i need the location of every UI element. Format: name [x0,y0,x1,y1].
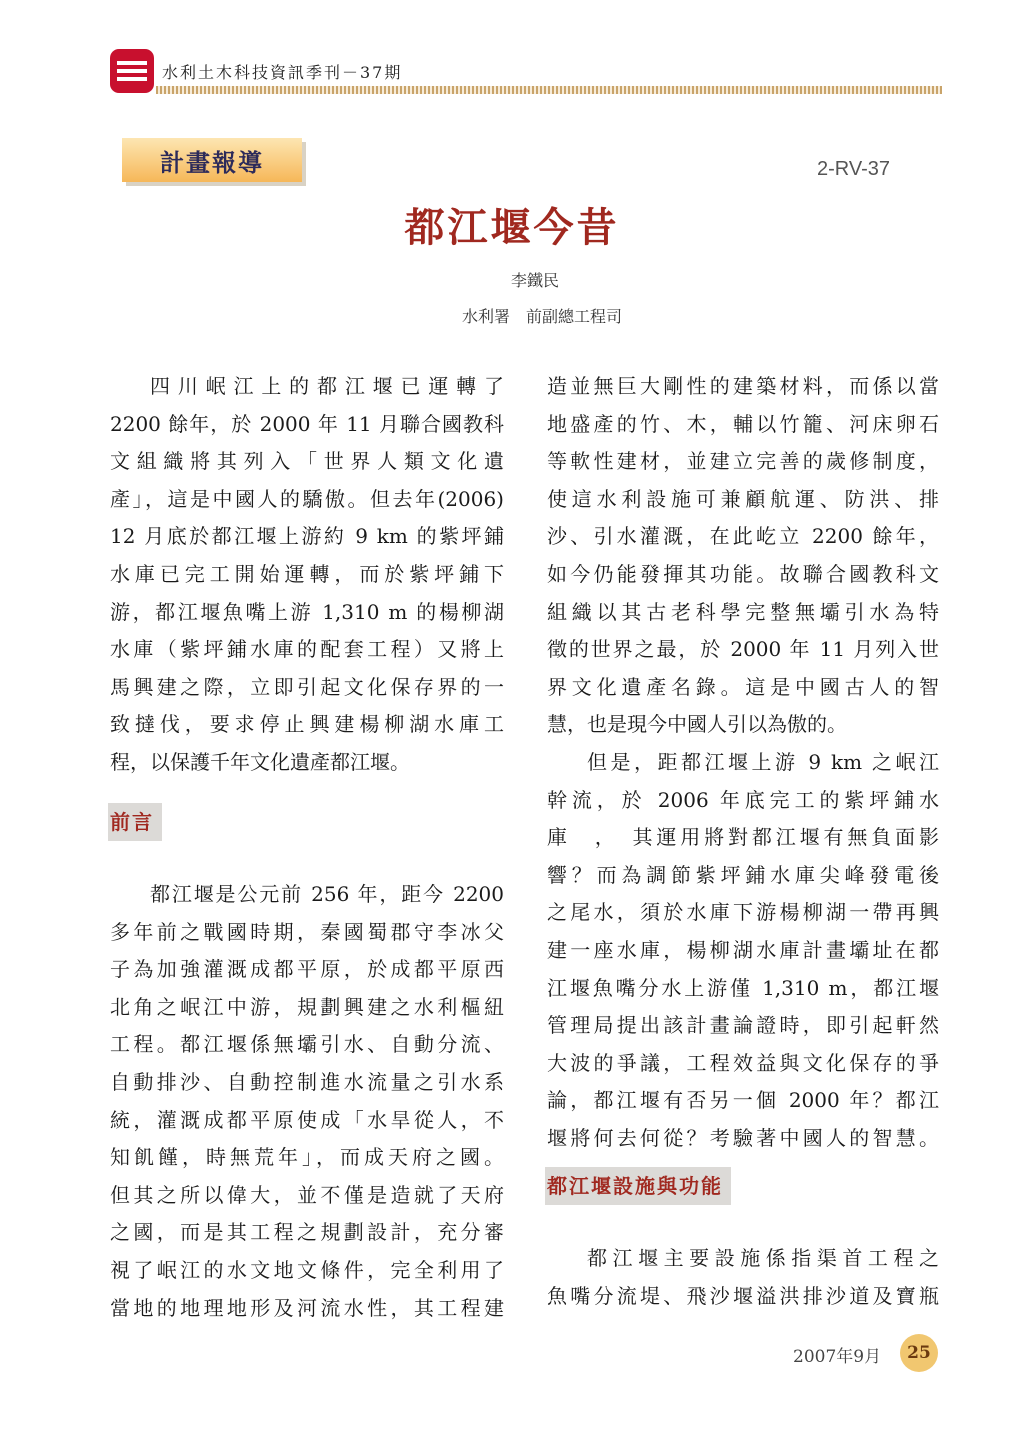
text-line: 庫 ， 其運用將對都江堰有無負面影 [547,825,939,850]
text-line: 但其之所以偉大，並不僅是造就了天府 [110,1182,504,1207]
text-line: 界文化遺產名錄。這是中國古人的智 [547,674,939,699]
text-line: 知飢饉，時無荒年」，而成天府之國。 [110,1145,504,1170]
text-line: 建一座水庫，楊柳湖水庫計畫壩址在都 [547,937,939,962]
issue-date: 2007年9月 [793,1347,882,1367]
text-line: 自動排沙、自動控制進水流量之引水系 [110,1069,504,1094]
text-line: 沙、引水灌溉，在此屹立 2200 餘年， [547,524,939,549]
text-line: 四川岷江上的都江堰已運轉了 [150,374,504,398]
text-line: 視了岷江的水文地文條件，完全利用了 [110,1257,504,1282]
text-line: 魚嘴分流堤、飛沙堰溢洪排沙道及寶瓶 [547,1283,939,1308]
text-line: 組織以其古老科學完整無壩引水為特 [547,599,939,624]
text-line: 之尾水，須於水庫下游楊柳湖一帶再興 [547,900,939,925]
text-line: 論，都江堰有否另一個 2000 年？都江 [547,1088,939,1113]
text-line: 北角之岷江中游，規劃興建之水利樞紐 [110,994,504,1019]
text-line: 但是，距都江堰上游 9 km 之岷江 [587,750,939,774]
text-line: 響？而為調節紫坪鋪水庫尖峰發電後 [547,862,939,887]
text-line: 江堰魚嘴分水上游僅 1,310 m，都江堰 [547,975,939,1000]
heading-preface: 前言 [108,803,162,841]
text-line: 水庫已完工開始運轉，而於紫坪鋪下 [110,561,504,586]
text-line: 水庫（紫坪鋪水庫的配套工程）又將上 [110,637,504,662]
text-line: 致撻伐，要求停止興建楊柳湖水庫工 [110,712,504,737]
text-line: 工程。都江堰係無壩引水、自動分流、 [110,1032,504,1057]
text-line: 12 月底於都江堰上游約 9 km 的紫坪鋪 [110,524,504,549]
text-line: 等軟性建材，並建立完善的歲修制度， [547,449,939,474]
page-number: 25 [900,1334,938,1372]
text-line: 當地的地理地形及河流水性，其工程建 [110,1295,504,1320]
text-line: 產」，這是中國人的驕傲。但去年(2006) [110,486,504,511]
text-line: 地盛產的竹、木，輔以竹籠、河床卵石 [547,411,939,436]
text-line: 如今仍能發揮其功能。故聯合國教科文 [547,561,939,586]
paragraph-materials [547,368,939,744]
heading-facilities: 都江堰設施與功能 [545,1167,731,1205]
author-affiliation: 水利署 前副總工程司 [461,307,622,326]
journal-logo-icon [110,49,154,93]
preface-paragraph [110,876,504,1327]
text-line: 游，都江堰魚嘴上游 1,310 m 的楊柳湖 [110,599,504,624]
header-rule [156,86,942,94]
text-line: 慧，也是現今中國人引以為傲的。 [547,712,847,737]
text-line: 都江堰主要設施係指渠首工程之 [587,1246,939,1270]
text-line: 文組織將其列入「世界人類文化遺 [110,449,504,474]
text-line: 程，以保護千年文化遺產都江堰。 [110,749,410,774]
text-line: 堰將何去何從？考驗著中國人的智慧。 [547,1125,939,1150]
text-line: 都江堰是公元前 256 年，距今 2200 [150,882,504,906]
text-line: 之國，而是其工程之規劃設計，充分審 [110,1220,504,1245]
text-line: 多年前之戰國時期，秦國蜀郡守李冰父 [110,919,504,944]
text-line: 使這水利設施可兼顧航運、防洪、排 [547,486,939,511]
paragraph-zipingpu [547,744,939,1158]
text-line: 造並無巨大剛性的建築材料，而係以當 [547,374,939,398]
article-title: 都江堰今昔 [404,205,620,251]
article-code: 2-RV-37 [816,158,890,180]
intro-paragraph [110,368,504,782]
section-tag: 計畫報導 [122,138,302,182]
author-name: 李鐵民 [510,271,559,290]
text-line: 馬興建之際，立即引起文化保存界的一 [110,674,504,699]
text-line: 子為加強灌溉成都平原，於成都平原西 [110,957,504,982]
text-line: 幹流，於 2006 年底完工的紫坪鋪水 [547,787,939,812]
text-line: 徵的世界之最，於 2000 年 11 月列入世 [547,637,939,662]
journal-title: 水利土木科技資訊季刊－37期 [162,63,403,82]
text-line: 大波的爭議，工程效益與文化保存的爭 [547,1050,939,1075]
text-line: 統，灌溉成都平原使成「水旱從人，不 [110,1107,504,1132]
paragraph-facilities [547,1240,939,1315]
text-line: 管理局提出該計畫論證時，即引起軒然 [547,1013,939,1038]
text-line: 2200 餘年，於 2000 年 11 月聯合國教科 [110,411,504,436]
